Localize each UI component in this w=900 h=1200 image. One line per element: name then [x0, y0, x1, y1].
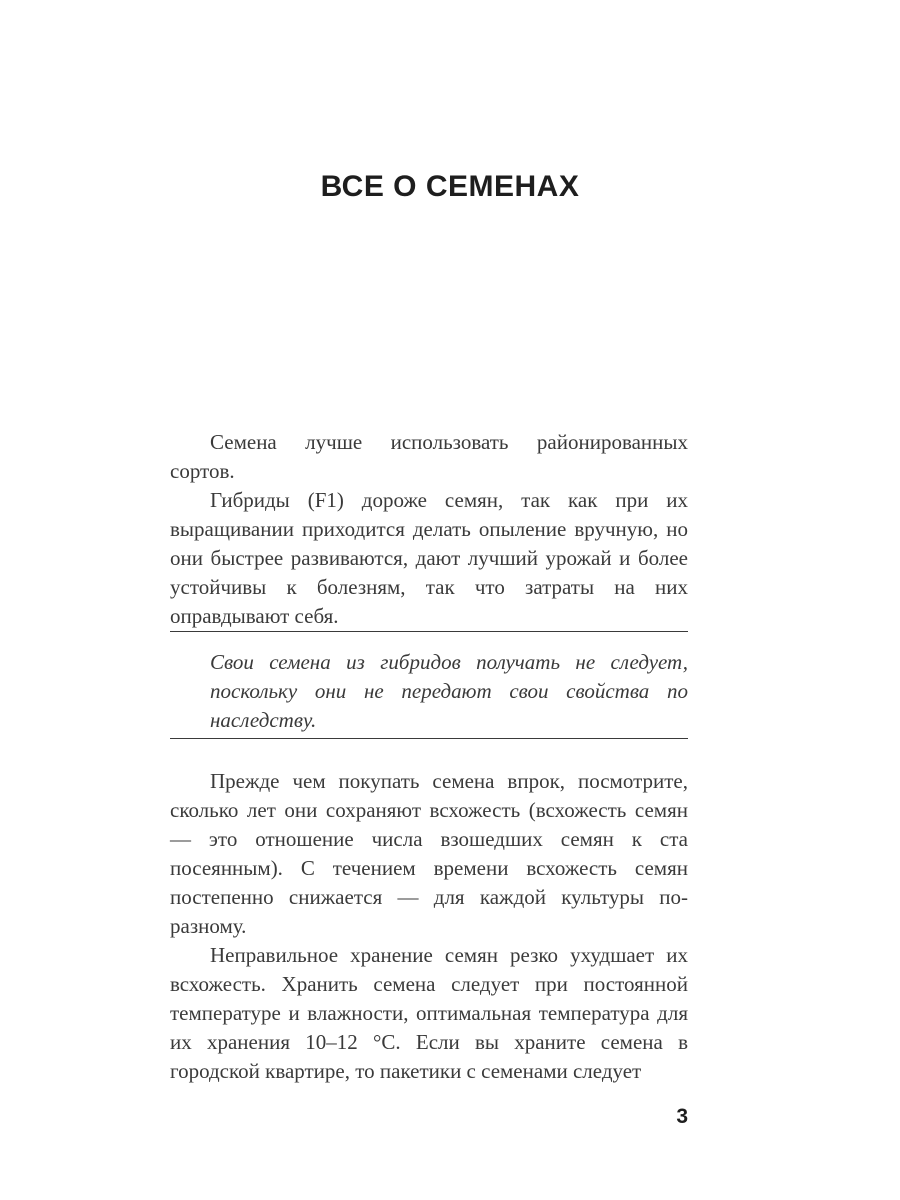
paragraph: Семена лучше использовать районированных сортов.: [170, 430, 688, 483]
paragraph: Гибриды (F1) дороже семян, так как при их выращивании приходится делать опыление вручную, но они быстрее развиваются, дают лучший урожай и более устойчивы к болезням, так что затраты на них оправдывают себя.: [170, 488, 688, 628]
paragraph: Неправильное хранение семян резко ухудшает их всхожесть. Хранить семена следует при постоянной температуре и влажности, оптимальная температура для их хранения 10–12 °С. Если вы храните семена в городской квартире, то пакетики с семенами следует: [170, 943, 688, 1083]
note-text: Свои семена из гибридов получать не следует, поскольку они не передают свои свойства по наследству.: [210, 650, 688, 732]
paragraph: Прежде чем покупать семена впрок, посмотрите, сколько лет они сохраняют всхожесть (всхожесть семян — это отношение числа взошедших семян к ста посеянным). С течением времени всхожесть семян постепенно снижается — для каждой культуры по-разному.: [170, 769, 688, 938]
body-text-bottom: [170, 767, 688, 1086]
page-title: ВСЕ О СЕМЕНАХ: [320, 170, 580, 203]
page-number: 3: [676, 1105, 688, 1128]
note-box: [170, 631, 688, 739]
body-text-top: [170, 428, 688, 631]
